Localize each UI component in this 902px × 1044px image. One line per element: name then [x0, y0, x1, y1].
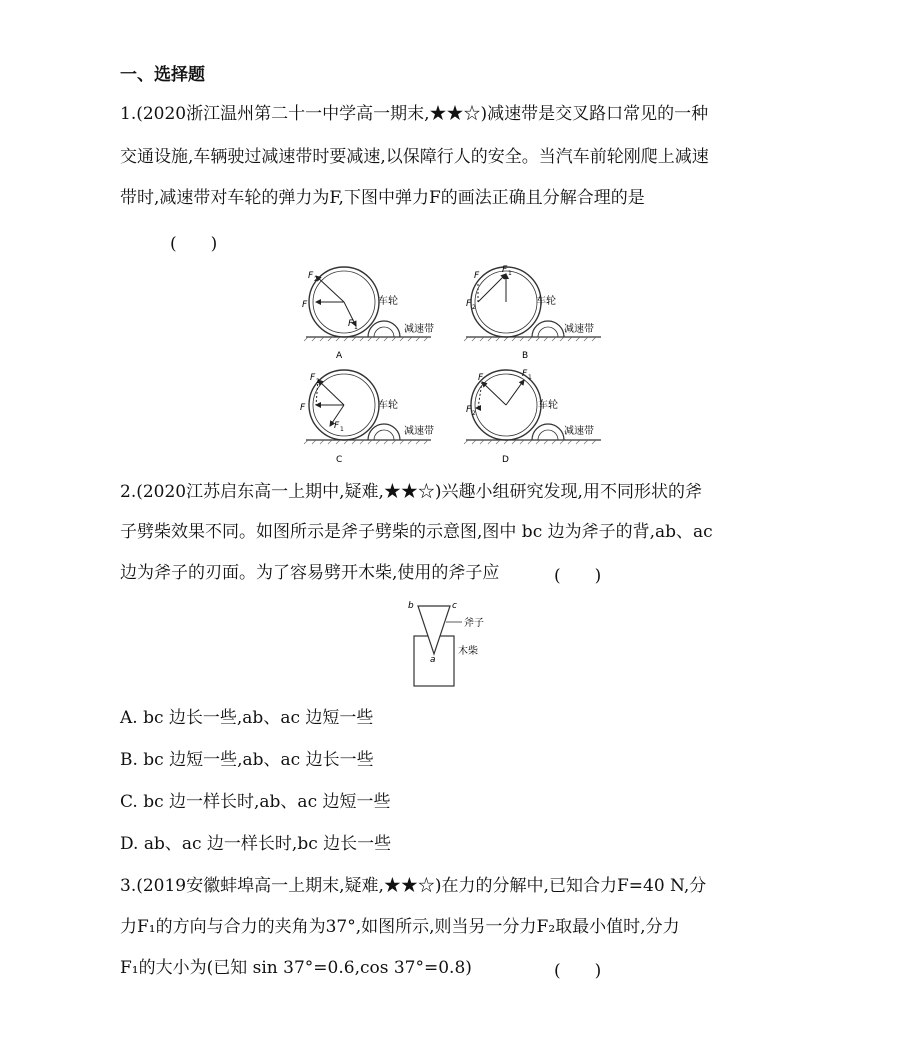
fig-d-wheel-label: 车轮: [538, 400, 558, 411]
fig-a-f1: F: [348, 319, 354, 329]
fig-b-caption: B: [522, 351, 529, 361]
fig-b-f2: F: [466, 299, 472, 309]
panel-b: [464, 265, 601, 361]
fig-c-bump-label: 减速带: [404, 426, 434, 437]
fig-b-f1: F: [502, 265, 508, 275]
fig-c-f: F: [300, 403, 306, 413]
q1-answer-blank: ( ): [170, 234, 218, 254]
axe-label-axe: 斧子: [464, 618, 484, 629]
fig-b-wheel-label: 车轮: [536, 296, 556, 307]
fig-b-bump-label: 减速带: [564, 324, 594, 335]
q2-axe-figure: [404, 598, 494, 694]
fig-d-caption: D: [502, 455, 509, 465]
fig-a-f: F: [302, 300, 308, 310]
q2-option-a[interactable]: A. bc 边长一些,ab、ac 边短一些: [120, 708, 374, 728]
q1-text-line-2: 交通设施,车辆驶过减速带时要减速,以保障行人的安全。当汽车前轮刚爬上减速: [120, 147, 709, 167]
q2-option-c[interactable]: C. bc 边一样长时,ab、ac 边短一些: [120, 792, 391, 812]
panel-a: [302, 267, 434, 361]
fig-d-f1-sub: 1: [528, 374, 532, 381]
fig-d-bump-label: 减速带: [564, 426, 594, 437]
fig-c-f2: F: [310, 373, 316, 383]
q1-figures-svg: [296, 262, 616, 470]
q1-text-line-3: 带时,减速带对车轮的弹力为F,下图中弹力F的画法正确且分解合理的是: [120, 188, 645, 208]
fig-a-f2-sub: 2: [314, 276, 318, 283]
q3-text-line-3: F₁的大小为(已知 sin 37°=0.6,cos 37°=0.8): [120, 958, 472, 978]
axe-label-b: b: [408, 601, 414, 611]
q2-answer-blank: ( ): [554, 566, 602, 586]
q3-text-line-2: 力F₁的方向与合力的夹角为37°,如图所示,则当另一分力F₂取最小值时,分力: [120, 917, 680, 937]
q2-option-d[interactable]: D. ab、ac 边一样长时,bc 边长一些: [120, 834, 392, 854]
fig-a-f2: F: [308, 271, 314, 281]
fig-b-f1-sub: 1: [508, 270, 512, 277]
fig-a-bump-label: 减速带: [404, 324, 434, 335]
q2-text-line-1: 2.(2020江苏启东高一上期中,疑难,★★☆)兴趣小组研究发现,用不同形状的斧: [120, 482, 702, 502]
panel-c: [300, 370, 434, 465]
fig-c-f2-sub: 2: [316, 378, 320, 385]
fig-b-f2-sub: 2: [472, 304, 476, 311]
fig-c-caption: C: [336, 455, 343, 465]
fig-a-caption: A: [336, 351, 343, 361]
fig-c-f1: F: [334, 421, 340, 431]
q2-axe-svg: [404, 598, 494, 690]
axe-label-a: a: [430, 655, 436, 665]
q3-answer-blank: ( ): [554, 961, 602, 981]
fig-d-f: F: [478, 373, 484, 383]
fig-d-f1: F: [522, 369, 528, 379]
fig-d-f2: F: [466, 405, 472, 415]
axe-label-c: c: [452, 601, 457, 611]
q2-option-b[interactable]: B. bc 边短一些,ab、ac 边长一些: [120, 750, 374, 770]
q3-text-line-1: 3.(2019安徽蚌埠高一上期末,疑难,★★☆)在力的分解中,已知合力F=40 N,分: [120, 876, 707, 896]
panel-d: [464, 369, 601, 465]
fig-a-wheel-label: 车轮: [378, 296, 398, 307]
axe-label-wood: 木柴: [458, 646, 478, 657]
fig-b-f: F: [474, 271, 480, 281]
section-heading: 一、选择题: [120, 65, 205, 85]
q1-text-line-1: 1.(2020浙江温州第二十一中学高一期末,★★☆)减速带是交叉路口常见的一种: [120, 104, 709, 124]
q2-text-line-3: 边为斧子的刃面。为了容易劈开木柴,使用的斧子应: [120, 563, 500, 583]
fig-c-wheel-label: 车轮: [378, 400, 398, 411]
fig-c-f1-sub: 1: [340, 426, 344, 433]
q2-text-line-2: 子劈柴效果不同。如图所示是斧子劈柴的示意图,图中 bc 边为斧子的背,ab、ac: [120, 522, 713, 542]
q1-figure-grid: [296, 262, 616, 474]
fig-a-f1-sub: 1: [354, 324, 358, 331]
fig-d-f2-sub: 2: [472, 410, 476, 417]
